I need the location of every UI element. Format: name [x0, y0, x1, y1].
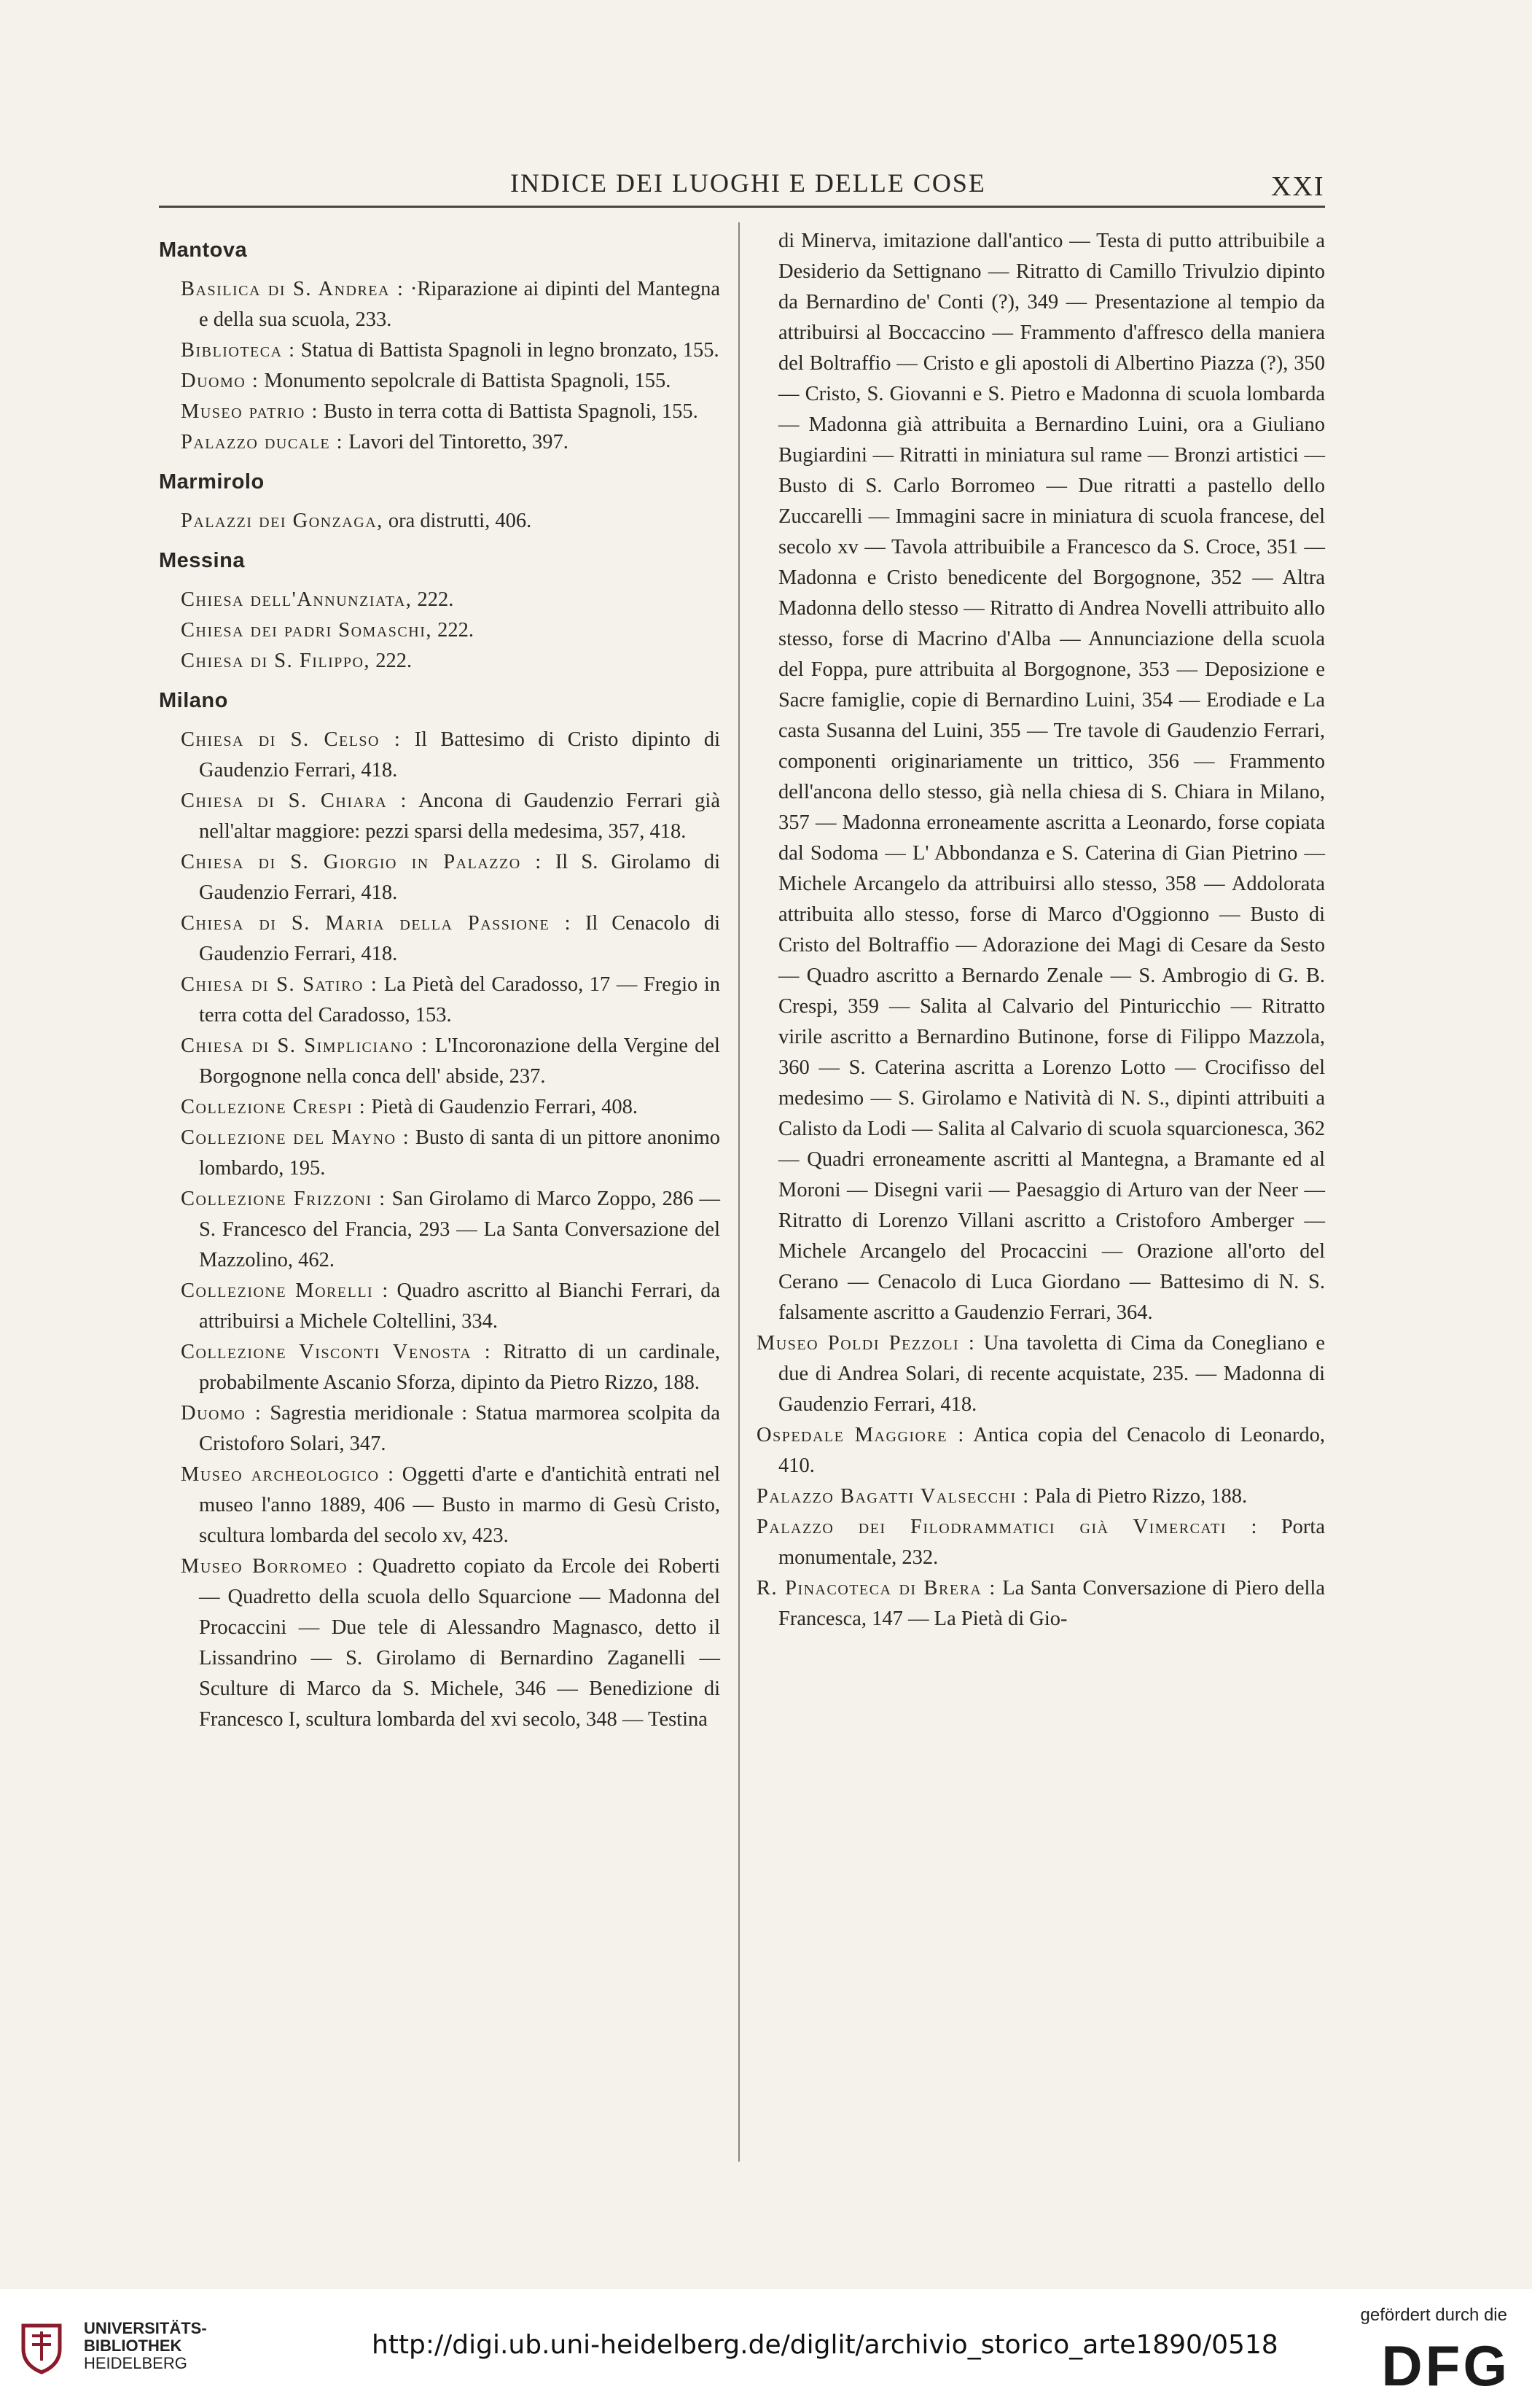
entry-place: Collezione Crespi :: [181, 1096, 367, 1118]
entry-place: Chiesa dell'Annunziata,: [181, 588, 413, 611]
entry-place: Collezione del Mayno :: [181, 1126, 410, 1149]
dfg-logo: DFG: [1381, 2334, 1510, 2398]
entry-place: Duomo :: [181, 1402, 262, 1425]
entry-text: Porta monumentale, 232.: [778, 1516, 1325, 1569]
city-heading: Marmirolo: [159, 470, 265, 494]
entry-text: Pietà di Gaudenzio Ferrari, 408.: [366, 1096, 638, 1118]
entry-text: Ritratto di un cardinale, probabilmente Ascanio Sforza, dipinto da Pietro Rizzo, 188.: [199, 1341, 721, 1394]
entry-place: Chiesa dei padri Somaschi,: [181, 619, 432, 642]
entry-text: San Girolamo di Marco Zoppo, 286 — S. Francesco del Francia, 293 — La Santa Conversazione del Mazzolino, 462.: [199, 1188, 720, 1271]
index-entry: [159, 1398, 720, 1460]
entry-text: Busto in terra cotta di Battista Spagnoli, 155.: [318, 400, 698, 423]
index-entry: [159, 847, 720, 908]
library-line-3: HEIDELBERG: [84, 2354, 187, 2372]
index-entry: [757, 1573, 1325, 1634]
entry-place: Chiesa di S. Simpliciano :: [181, 1034, 429, 1057]
index-entry: [159, 397, 720, 427]
entry-place: Collezione Morelli :: [181, 1279, 389, 1302]
index-entry: [757, 1512, 1325, 1573]
funded-by-label: gefördert durch die: [1360, 2305, 1507, 2325]
index-entry: [159, 725, 720, 786]
entry-place: R. Pinacoteca di Brera :: [757, 1577, 996, 1600]
header-rule: [159, 206, 1325, 208]
index-entry: [159, 786, 720, 847]
index-entry: [159, 427, 720, 458]
index-entry: [159, 646, 720, 677]
entry-text: 222.: [412, 588, 454, 611]
index-entry: [159, 274, 720, 335]
entry-text: Quadretto copiato da Ercole dei Roberti — Quadretto della scuola dello Squarcione — Madonna del Procaccini — Due tele di Alessandro Magnasco, detto il Lissandrino — S. Girolamo di Bernardino Zaganelli — Sculture di Marco da S. Michele, 346 — Benedizione di Francesco I, scultura lombarda del xvi secolo, 348 — Testina: [199, 1555, 720, 1731]
index-entry: [159, 366, 720, 397]
entry-text: 222.: [370, 650, 413, 672]
entry-text: Una tavoletta di Cima da Conegliano e due di Andrea Solari, di recente acquistate, 235. — Madonna di Gaudenzio Ferrari, 418.: [778, 1332, 1325, 1416]
city-heading: Mantova: [159, 238, 248, 262]
entry-place: Palazzi dei Gonzaga,: [181, 510, 383, 532]
index-entry: [757, 1420, 1325, 1481]
entry-text: Busto di santa di un pittore anonimo lombardo, 195.: [199, 1126, 720, 1180]
entry-place: Duomo :: [181, 370, 259, 392]
entry-text: 222.: [431, 619, 474, 642]
city-heading: Messina: [159, 549, 245, 572]
entry-text: Sagrestia meridionale : Statua marmorea scolpita da Cristoforo Solari, 347.: [199, 1402, 720, 1455]
footer-bar: [0, 2289, 1532, 2408]
entry-place: Biblioteca :: [181, 339, 296, 362]
entry-text: Statua di Battista Spagnoli in legno bronzato, 155.: [295, 339, 719, 362]
entry-place: Museo patrio :: [181, 400, 318, 423]
index-entry: [159, 970, 720, 1031]
library-line-1: UNIVERSITÄTS-: [84, 2319, 207, 2337]
entry-place: Chiesa di S. Chiara :: [181, 790, 407, 812]
library-line-2: BIBLIOTHEK: [84, 2337, 182, 2355]
entry-place: Basilica di S. Andrea :: [181, 278, 405, 300]
entry-place: Collezione Visconti Venosta :: [181, 1341, 492, 1363]
index-entry: [159, 1031, 720, 1092]
index-entry: [159, 908, 720, 970]
entry-place: Chiesa di S. Celso :: [181, 728, 402, 751]
permalink-url[interactable]: http://digi.ub.uni-heidelberg.de/diglit/archivio_storico_arte1890/0518: [372, 2330, 1278, 2360]
entry-text: Monumento sepolcrale di Battista Spagnoli, 155.: [259, 370, 671, 392]
index-entry: [159, 335, 720, 366]
entry-place: Ospedale Maggiore :: [757, 1424, 965, 1446]
entry-place: Palazzo dei Filodrammatici già Vimercati :: [757, 1516, 1258, 1538]
column-divider: [738, 222, 740, 2162]
page-number: XXI: [1271, 171, 1325, 202]
index-entry: [159, 1123, 720, 1184]
entry-place: Museo archeologico :: [181, 1463, 395, 1486]
index-entry: [159, 1092, 720, 1123]
entry-place: Museo Poldi Pezzoli :: [757, 1332, 976, 1355]
left-column: [159, 226, 720, 1735]
entry-text: Ancona di Gaudenzio Ferrari già nell'altar maggiore: pezzi sparsi della medesima, 357, 418.: [199, 790, 720, 843]
entry-text: ·Riparazione ai dipinti del Mantegna e della sua scuola, 233.: [199, 278, 720, 331]
index-entry: [159, 506, 720, 537]
entry-text: di Minerva, imitazione dall'antico — Testa di putto attribuibile a Desiderio da Settignano — Ritratto di Camillo Trivulzio dipinto da Bernardino de' Conti (?), 349 — Presentazione al tempio da attribuirsi al Boccaccino — Frammento d'affresco della maniera del Boltraffio — Cristo e gli apostoli di Albertino Piazza (?), 350 — Cristo, S. Giovanni e S. Pietro e Madonna di scuola lombarda — Madonna già attribuita a Bernardino Luini, ora a Giuliano Bugiardini — Ritratti in miniatura sul rame — Bronzi artistici — Busto di S. Carlo Borromeo — Due ritratti a pastello dello Zuccarelli — Immagini sacre in miniatura di scuola francese, del secolo xv — Tavola attribuibile a Francesco da S. Croce, 351 — Madonna e Cristo benedicente del Borgognone, 352 — Altra Madonna dello stesso — Ritratto di Andrea Novelli attribuito allo stesso, forse di Macrino d'Alba — Annunciazione della scuola del Foppa, pure attribuita al Borgognone, 353 — Deposizione e Sacre famiglie, copie di Bernardino Luini, 354 — Erodiade e La casta Susanna del Luini, 355 — Tre tavole di Gaudenzio Ferrari, componenti originariamente un trittico, 356 — Frammento dell'ancona dello stesso, già nella chiesa di S. Chiara in Milano, 357 — Madonna erroneamente ascritta a Leonardo, forse copiata dal Sodoma — L' Abbondanza e S. Caterina di Gian Pietrino — Michele Arcangelo da attribuirsi allo stesso, 358 — Addolorata attribuita allo stesso, forse di Marco d'Oggionno — Busto di Cristo del Boltraffio — Adorazione dei Magi di Cesare da Sesto — Quadro ascritto a Bernardo Zenale — S. Ambrogio di G. B. Crespi, 359 — Salita al Calvario del Pinturicchio — Ritratto virile ascritto a Bernardino Butinone, forse di Filippo Mazzola, 360 — S. Caterina ascritta a Lorenzo Lotto — Crocifisso del medesimo — S. Girolamo e Natività di N. S., dipinti attribuiti a Calisto da Lodi — Salita al Calvario di scuola squarcionesca, 362 — Quadri erroneamente ascritti al Mantegna, a Bramante ed al Moroni — Disegni varii — Paesaggio di Arturo van der Neer — Ritratto di Lorenzo Villani ascritto a Cristoforo Amberger — Michele Arcangelo del Procaccini — Orazione all'orto del Cerano — Cenacolo di Luca Giordano — Battesimo di N. S. falsamente ascritto a Gaudenzio Ferrari, 364.: [778, 230, 1325, 1324]
entry-place: Chiesa di S. Filippo,: [181, 650, 371, 672]
entry-place: Chiesa di S. Satiro :: [181, 973, 378, 996]
index-entry: [757, 1328, 1325, 1420]
entry-place: Collezione Frizzoni :: [181, 1188, 386, 1210]
entry-text: Il Cenacolo di Gaudenzio Ferrari, 418.: [199, 912, 720, 965]
city-heading: Milano: [159, 689, 228, 712]
index-entry: [159, 1184, 720, 1276]
index-entry: [159, 615, 720, 646]
running-title: INDICE DEI LUOGHI E DELLE COSE: [510, 168, 986, 198]
entry-place: Chiesa di S. Maria della Passione :: [181, 912, 572, 935]
entry-place: Museo Borromeo :: [181, 1555, 364, 1578]
entry-text: La Santa Conversazione di Piero della Francesca, 147 — La Pietà di Gio-: [778, 1577, 1325, 1630]
entry-place: Palazzo Bagatti Valsecchi :: [757, 1485, 1030, 1508]
entry-text: La Pietà del Caradosso, 17 — Fregio in terra cotta del Caradosso, 153.: [199, 973, 720, 1026]
index-entry: [159, 1460, 720, 1551]
index-entry: [159, 1276, 720, 1337]
entry-place: Palazzo ducale :: [181, 431, 344, 453]
right-column: [757, 226, 1325, 1634]
page-header: [0, 162, 1532, 206]
entry-text: L'Incoronazione della Vergine del Borgognone nella conca dell' abside, 237.: [199, 1034, 720, 1088]
index-entry: [159, 1551, 720, 1735]
index-entry: [757, 226, 1325, 1328]
entry-place: Chiesa di S. Giorgio in Palazzo :: [181, 851, 542, 873]
university-seal-icon: [16, 2317, 67, 2375]
entry-text: Il S. Girolamo di Gaudenzio Ferrari, 418.: [199, 851, 720, 904]
entry-text: Antica copia del Cenacolo di Leonardo, 410.: [778, 1424, 1325, 1477]
index-entry: [159, 1337, 720, 1398]
entry-text: Il Battesimo di Cristo dipinto di Gaudenzio Ferrari, 418.: [199, 728, 721, 782]
entry-text: ora distrutti, 406.: [383, 510, 532, 532]
library-name: [84, 2320, 207, 2372]
index-entry: [159, 585, 720, 615]
index-entry: [757, 1481, 1325, 1512]
entry-text: Lavori del Tintoretto, 397.: [343, 431, 568, 453]
entry-text: Quadro ascritto al Bianchi Ferrari, da attribuirsi a Michele Coltellini, 334.: [199, 1279, 720, 1333]
entry-text: Pala di Pietro Rizzo, 188.: [1029, 1485, 1248, 1508]
entry-text: Oggetti d'arte e d'antichità entrati nel museo l'anno 1889, 406 — Busto in marmo di Gesù Cristo, scultura lombarda del secolo xv, 423.: [199, 1463, 720, 1547]
